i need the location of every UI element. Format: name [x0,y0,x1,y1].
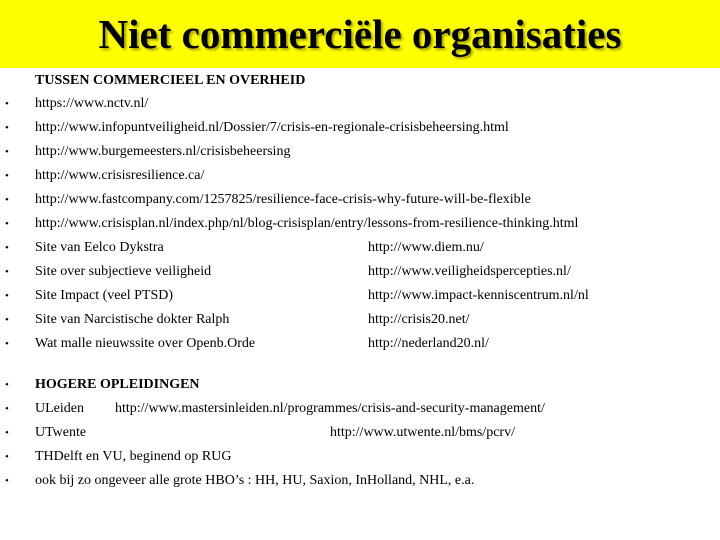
link-crisisplan[interactable]: http://www.crisisplan.nl/index.php/nl/blog-crisisplan/entry/lessons-from-resilience-thinking.html [35,216,579,231]
link-fastcompany[interactable]: http://www.fastcompany.com/1257825/resilience-face-crisis-why-future-will-be-flexible [35,192,531,207]
site-label-veiligheid: Site over subjectieve veiligheid [35,264,212,279]
link-nctv[interactable]: https://www.nctv.nl/ [35,96,149,111]
page-title: Niet commerciële organisaties [98,11,622,57]
link-impact[interactable]: http://www.impact-kenniscentrum.nl/nl [368,288,589,303]
bullet: • [5,403,9,415]
link-utwente[interactable]: http://www.utwente.nl/bms/pcrv/ [330,425,515,440]
bullet: • [5,379,9,391]
section-heading-commercial: TUSSEN COMMERCIEEL EN OVERHEID [35,73,306,88]
bullet: • [5,218,9,230]
link-nederland20[interactable]: http://nederland20.nl/ [368,336,489,351]
bullet: • [5,338,9,350]
site-label-ralph: Site van Narcistische dokter Ralph [35,312,230,327]
text-hbo: ook bij zo ongeveer alle grote HBO’s : HH, HU, Saxion, InHolland, NHL, e.a. [35,473,475,488]
bullet: • [5,194,9,206]
link-infopuntveiligheid[interactable]: http://www.infopuntveiligheid.nl/Dossier/7/crisis-en-regionale-crisisbeheersing.html [35,120,509,135]
section-heading-education: HOGERE OPLEIDINGEN [35,377,200,392]
bullet: • [5,427,9,439]
link-burgemeesters[interactable]: http://www.burgemeesters.nl/crisisbeheersing [35,144,291,159]
bullet: • [5,122,9,134]
bullet: • [5,475,9,487]
label-uleiden: ULeiden [35,401,84,416]
bullet: • [5,266,9,278]
bullet: • [5,146,9,158]
bullet: • [5,451,9,463]
bullet: • [5,314,9,326]
label-utwente: UTwente [35,425,87,440]
link-veiligheidspercepties[interactable]: http://www.veiligheidspercepties.nl/ [368,264,571,279]
link-crisis20[interactable]: http://crisis20.net/ [368,312,470,327]
site-label-dykstra: Site van Eelco Dykstra [35,240,164,255]
site-label-nieuwssite: Wat malle nieuwssite over Openb.Orde [35,336,256,351]
text-delft: THDelft en VU, beginend op RUG [35,449,232,464]
bullet: • [5,170,9,182]
bullet: • [5,242,9,254]
bullet: • [5,98,9,110]
bullet: • [5,290,9,302]
link-mastersinleiden[interactable]: http://www.mastersinleiden.nl/programmes/crisis-and-security-management/ [115,401,545,416]
link-crisisresilience[interactable]: http://www.crisisresilience.ca/ [35,168,205,183]
link-diem[interactable]: http://www.diem.nu/ [368,240,484,255]
site-label-impact: Site Impact (veel PTSD) [35,288,174,303]
